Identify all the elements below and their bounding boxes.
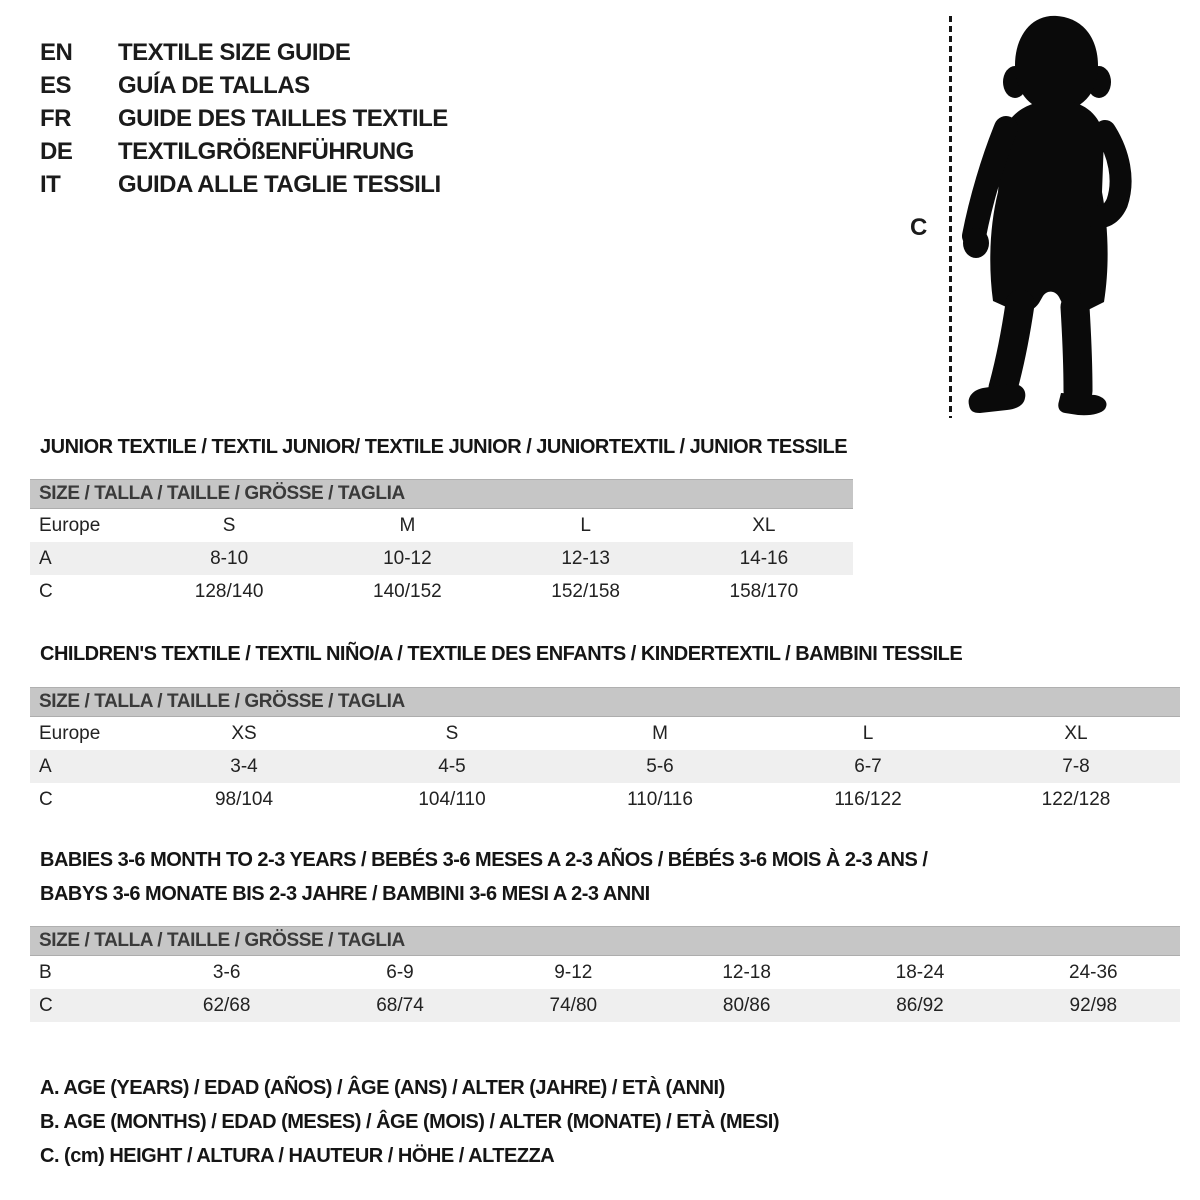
table-cell: L — [862, 722, 874, 744]
table-cell: 68/74 — [376, 994, 424, 1016]
table-cell: S — [222, 514, 236, 536]
table-cell: M — [652, 722, 668, 744]
section-title-junior — [40, 430, 847, 464]
toddler-silhouette — [962, 14, 1136, 418]
section-title-line: CHILDREN'S TEXTILE / TEXTIL NIÑO/A / TEXTILE DES ENFANTS / KINDERTEXTIL / BAMBINI TESSILE — [40, 643, 963, 665]
section-title-line: BABIES 3-6 MONTH TO 2-3 YEARS / BEBÉS 3-6 MESES A 2-3 AÑOS / BÉBÉS 3-6 MOIS À 2-3 ANS / — [40, 849, 928, 871]
row-label: C — [39, 580, 53, 602]
language-row — [40, 135, 448, 168]
table-cell: S — [445, 722, 459, 744]
table-row — [30, 717, 1180, 750]
section-title-line: JUNIOR TEXTILE / TEXTIL JUNIOR/ TEXTILE JUNIOR / JUNIORTEXTIL / JUNIOR TESSILE — [40, 436, 848, 458]
table-rows — [30, 509, 853, 608]
row-label: A — [39, 547, 52, 569]
table-cell: 7-8 — [1062, 755, 1090, 777]
language-code: FR — [40, 104, 71, 132]
footnote-a: A. AGE (YEARS) / EDAD (AÑOS) / ÂGE (ANS) / ALTER (JAHRE) / ETÀ (ANNI) — [40, 1077, 725, 1099]
footnote-b: B. AGE (MONTHS) / EDAD (MESES) / ÂGE (MOIS) / ALTER (MONATE) / ETÀ (MESI) — [40, 1111, 780, 1133]
footnote-list — [40, 1071, 779, 1173]
children-size-table — [30, 687, 1180, 816]
table-cell: 128/140 — [194, 580, 264, 602]
language-code: DE — [40, 137, 73, 165]
section-title-children — [40, 637, 962, 671]
table-cell: XL — [752, 514, 776, 536]
table-cell: 104/110 — [418, 788, 486, 810]
table-row — [30, 509, 853, 542]
table-cell: M — [399, 514, 416, 536]
row-label: Europe — [39, 722, 101, 744]
height-measure-label: C — [910, 214, 928, 241]
table-cell: 9-12 — [554, 961, 593, 983]
row-label: B — [39, 961, 52, 983]
table-rows — [30, 717, 1180, 816]
table-cell: 158/170 — [729, 580, 799, 602]
table-cell: 152/158 — [551, 580, 620, 602]
table-cell: 18-24 — [895, 961, 945, 983]
table-cell: L — [580, 514, 591, 536]
babies-size-table — [30, 926, 1180, 1022]
size-header-bar: SIZE / TALLA / TAILLE / GRÖSSE / TAGLIA — [30, 687, 1180, 717]
table-cell: 62/68 — [202, 994, 251, 1016]
table-cell: 3-6 — [212, 961, 241, 983]
language-title-list — [40, 36, 448, 201]
junior-size-table — [30, 479, 853, 608]
table-cell: 122/128 — [1041, 788, 1111, 810]
table-rows — [30, 956, 1180, 1022]
section-title-babies — [40, 843, 927, 911]
language-code: ES — [40, 71, 72, 99]
table-cell: 110/116 — [627, 788, 693, 810]
language-label: TEXTILGRÖßENFÜHRUNG — [118, 137, 414, 165]
table-cell: 14-16 — [739, 547, 789, 569]
table-cell: 4-5 — [438, 755, 466, 777]
table-cell: 74/80 — [549, 994, 598, 1016]
footnote-c: C. (cm) HEIGHT / ALTURA / HAUTEUR / HÖHE / ALTEZZA — [40, 1145, 555, 1167]
language-code: EN — [40, 38, 73, 66]
language-label: GUIDE DES TAILLES TEXTILE — [118, 104, 448, 132]
table-row — [30, 783, 1180, 816]
table-cell: 86/92 — [896, 994, 944, 1016]
table-cell: 6-9 — [386, 961, 414, 983]
table-cell: 3-4 — [230, 755, 258, 777]
language-row — [40, 69, 448, 102]
language-row — [40, 168, 448, 201]
table-cell: 116/122 — [834, 788, 902, 810]
table-cell: 24-36 — [1069, 961, 1118, 983]
row-label: A — [39, 755, 52, 777]
table-row — [30, 542, 853, 575]
table-cell: 5-6 — [646, 755, 674, 777]
row-label: C — [39, 994, 53, 1016]
table-row — [30, 989, 1180, 1022]
table-cell: XL — [1064, 722, 1088, 744]
table-cell: 8-10 — [210, 547, 249, 569]
table-row — [30, 575, 853, 608]
section-title-line: BABYS 3-6 MONATE BIS 2-3 JAHRE / BAMBINI 3-6 MESI A 2-3 ANNI — [40, 883, 650, 905]
size-header-bar: SIZE / TALLA / TAILLE / GRÖSSE / TAGLIA — [30, 926, 1180, 956]
language-label: TEXTILE SIZE GUIDE — [118, 38, 351, 66]
height-measure-dashed-line — [949, 16, 952, 418]
language-row — [40, 36, 448, 69]
table-cell: 80/86 — [722, 994, 771, 1016]
size-header-bar: SIZE / TALLA / TAILLE / GRÖSSE / TAGLIA — [30, 479, 853, 509]
table-cell: XS — [231, 722, 257, 744]
language-label: GUIDA ALLE TAGLIE TESSILI — [118, 170, 441, 198]
table-cell: 12-18 — [722, 961, 771, 983]
table-cell: 140/152 — [373, 580, 442, 602]
table-cell: 92/98 — [1069, 994, 1118, 1016]
table-cell: 98/104 — [214, 788, 274, 810]
table-row — [30, 750, 1180, 783]
language-code: IT — [40, 170, 61, 198]
table-cell: 6-7 — [854, 755, 882, 777]
table-cell: 12-13 — [561, 547, 610, 569]
table-row — [30, 956, 1180, 989]
language-label: GUÍA DE TALLAS — [118, 71, 310, 99]
table-cell: 10-12 — [383, 547, 432, 569]
row-label: C — [39, 788, 53, 810]
language-row — [40, 102, 448, 135]
row-label: Europe — [39, 514, 101, 536]
